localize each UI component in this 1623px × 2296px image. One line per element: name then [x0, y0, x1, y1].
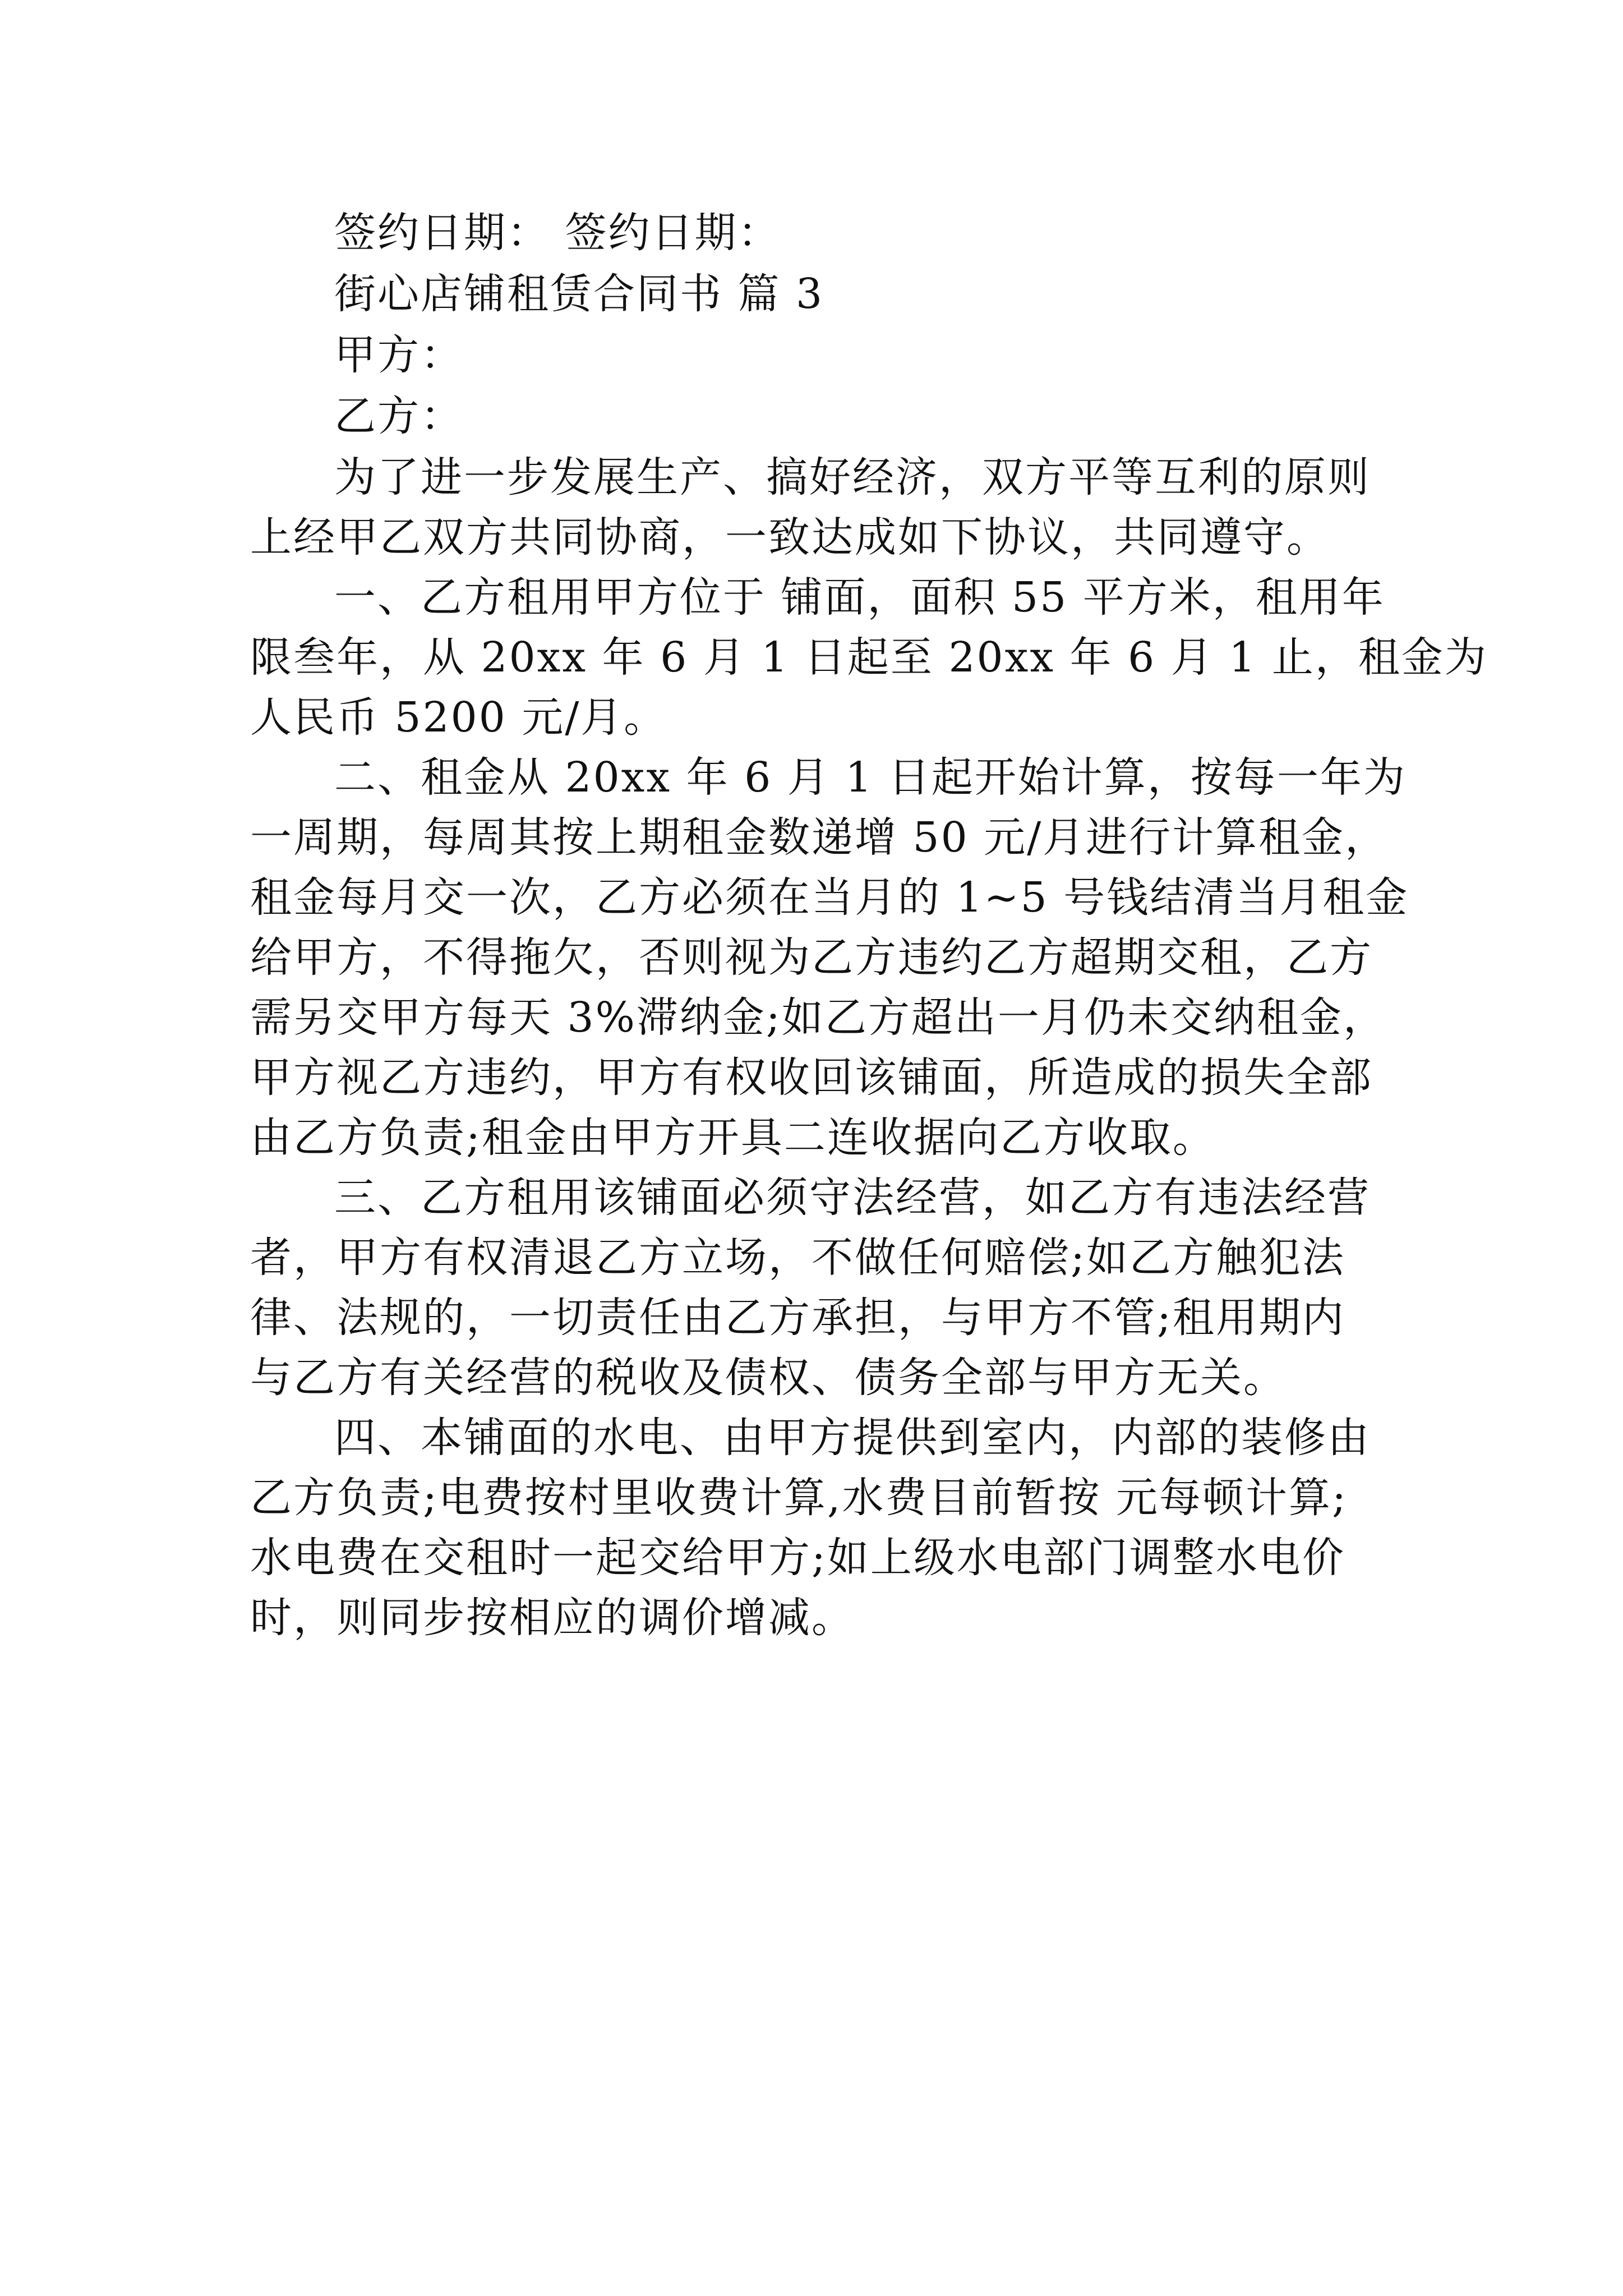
contract-header [250, 203, 1390, 447]
party-b-label: 乙方： [334, 392, 464, 440]
paragraph-intro [250, 448, 1390, 568]
contract-title: 街心店铺租赁合同书 篇 3 [334, 270, 824, 318]
sign-date-line: 签约日期： 签约日期： [334, 209, 781, 257]
paragraph-clause-2 [250, 748, 1409, 1168]
paragraph-line: 甲方视乙方违约，甲方有权收回该铺面，所造成的损失全部 [250, 1053, 1373, 1102]
paragraph-line: 四、本铺面的水电、由甲方提供到室内，内部的装修由 [334, 1414, 1371, 1462]
paragraph-line: 为了进一步发展生产、搞好经济，双方平等互利的原则 [334, 453, 1371, 501]
paragraph-line: 人民币 5200 元/月。 [250, 693, 667, 742]
paragraph-line: 二、租金从 20xx 年 6 月 1 日起开始计算，按每一年为 [334, 753, 1407, 802]
paragraph-line: 乙方负责;电费按村里收费计算,水费目前暂按 元每顿计算; [250, 1474, 1348, 1522]
paragraph-line: 者，甲方有权清退乙方立场，不做任何赔偿;如乙方触犯法 [250, 1234, 1345, 1282]
paragraph-line: 一、乙方租用甲方位于 铺面，面积 55 平方米，租用年 [334, 573, 1385, 622]
paragraph-line: 需另交甲方每天 3%滞纳金;如乙方超出一月仍未交纳租金， [250, 993, 1386, 1042]
paragraph-line: 给甲方，不得拖欠，否则视为乙方违约乙方超期交租，乙方 [250, 933, 1373, 982]
paragraph-line: 租金每月交一次，乙方必须在当月的 1~5 号钱结清当月租金 [250, 873, 1409, 922]
paragraph-clause-1 [250, 568, 1488, 748]
paragraph-line: 上经甲乙双方共同协商，一致达成如下协议，共同遵守。 [250, 513, 1330, 562]
paragraph-line: 由乙方负责;租金由甲方开具二连收据向乙方收取。 [250, 1114, 1216, 1162]
paragraph-clause-4 [250, 1408, 1390, 1648]
paragraph-line: 水电费在交租时一起交给甲方;如上级水电部门调整水电价 [250, 1534, 1345, 1582]
paragraph-line: 一周期，每周其按上期租金数递增 50 元/月进行计算租金， [250, 813, 1389, 862]
paragraph-line: 三、乙方租用该铺面必须守法经营，如乙方有违法经营 [334, 1174, 1371, 1222]
paragraph-line: 时，则同步按相应的调价增减。 [250, 1594, 855, 1642]
paragraph-line: 与乙方有关经营的税收及债权、债务全部与甲方无关。 [250, 1354, 1287, 1402]
paragraph-clause-3 [250, 1168, 1390, 1408]
paragraph-line: 律、法规的，一切责任由乙方承担，与甲方不管;租用期内 [250, 1294, 1345, 1342]
contract-text [250, 203, 1488, 1648]
party-a-label: 甲方： [334, 331, 464, 379]
paragraph-line: 限叁年，从 20xx 年 6 月 1 日起至 20xx 年 6 月 1 止，租金为 [250, 633, 1488, 682]
